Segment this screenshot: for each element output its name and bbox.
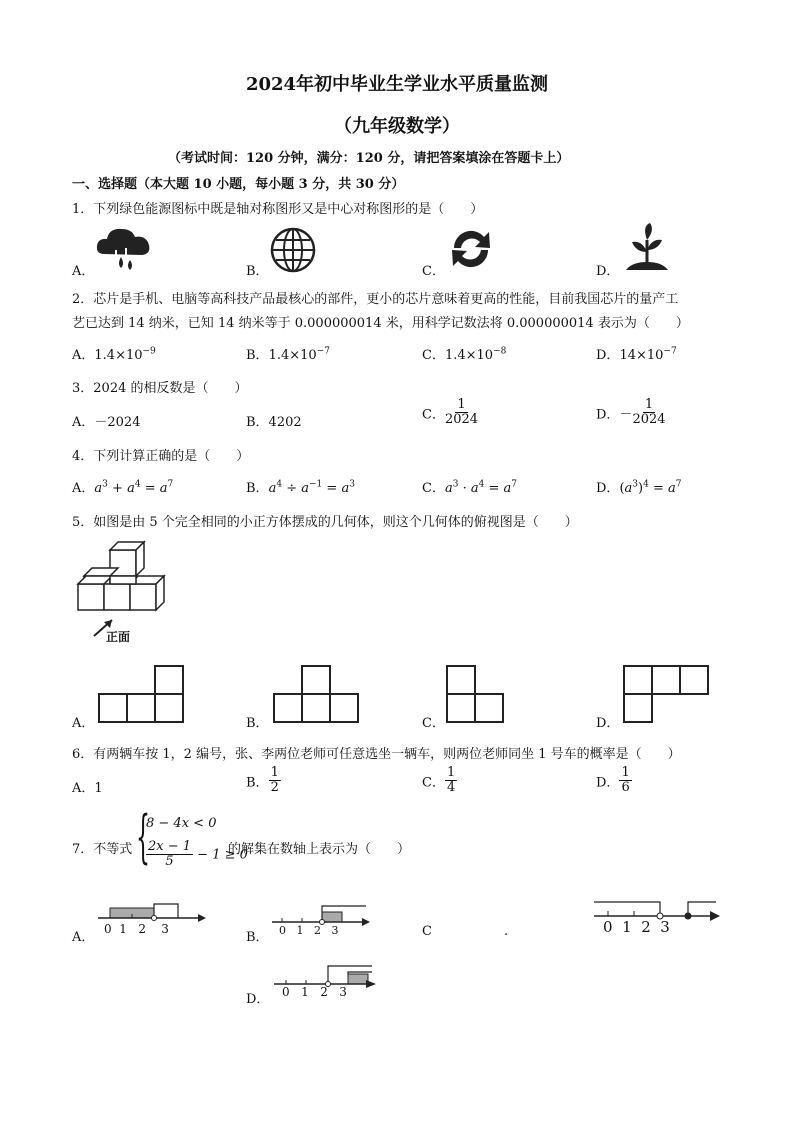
q1-label-a: A． — [72, 264, 95, 279]
exam-instructions: （考试时间：120 分钟，满分：120 分，请把答案填涂在答题卡上） — [168, 151, 570, 166]
q7-label-d: D． — [246, 992, 270, 1007]
q1-label-d: D． — [596, 264, 620, 279]
q5-label-d: D． — [596, 716, 620, 731]
q4-option-b[interactable]: B．$a^4 \div a^{-1} = a^3$ — [246, 479, 355, 496]
q1-label-b: B． — [246, 264, 269, 279]
sprout-icon — [622, 222, 672, 272]
q4-option-c[interactable]: C．$a^3 \cdot a^4 = a^7$ — [422, 479, 518, 496]
q6-stem: 6．有两辆车按 1，2 编号，张、李两位老师可任意选坐一辆车，则两位老师同坐 1 号车的概率是（ ） — [72, 747, 681, 762]
cloud-rain-icon — [94, 224, 154, 274]
q5-label-a: A． — [72, 716, 95, 731]
system-brace: { — [136, 806, 150, 872]
q6-option-d[interactable]: D． $\frac{1}{6}$ — [596, 765, 630, 796]
q7-d-ticks: 0 1 2 3 — [282, 985, 347, 999]
q6-option-c[interactable]: C． $\frac{1}{4}$ — [422, 765, 456, 796]
q7-label-b: B． — [246, 930, 269, 945]
front-view-label: 正面 — [106, 630, 131, 644]
q1-stem: 1．下列绿色能源图标中既是轴对称图形又是中心对称图形的是（ ） — [72, 202, 484, 217]
q5-stem: 5．如图是由 5 个完全相同的小正方体摆成的几何体，则这个几何体的俯视图是（ ） — [72, 515, 578, 530]
q4-stem: 4．下列计算正确的是（ ） — [72, 449, 250, 464]
q2-option-b[interactable]: B．$1.4\times 10^{-7}$ — [246, 346, 330, 363]
q7-inequality-2: $\frac{2x - 1}{5}$ − 1 ≥ 0 — [148, 839, 248, 870]
q7-label-c-dot: . — [504, 924, 509, 939]
q7-a-ticks: 0 1 2 3 — [104, 922, 169, 936]
top-view-option-d[interactable] — [623, 665, 709, 723]
q7-suffix: 的解集在数轴上表示为（ ） — [228, 842, 411, 857]
q1-label-c: C． — [422, 264, 445, 279]
top-view-option-c[interactable] — [446, 665, 504, 723]
q3-option-a[interactable]: A．－2024 — [72, 415, 141, 430]
top-view-option-a[interactable] — [98, 665, 184, 723]
top-view-option-b[interactable] — [273, 665, 359, 723]
q2-option-a[interactable]: A．$1.4\times 10^{-9}$ — [72, 346, 156, 363]
q3-stem: 3．2024 的相反数是（ ） — [72, 381, 248, 396]
q7-c-ticks: 0 1 2 3 — [603, 918, 670, 936]
q7-prefix: 7．不等式 — [72, 842, 133, 857]
section-heading: 一、选择题（本大题 10 小题，每小题 3 分，共 30 分） — [72, 177, 405, 192]
q7-label-a: A． — [72, 930, 95, 945]
q3-option-d[interactable]: D．－ $\frac{1}{2024}$ — [596, 397, 666, 428]
q4-option-d[interactable]: D．$(a^3)^4 = a^7$ — [596, 479, 682, 496]
q7-label-c: C — [422, 924, 432, 939]
q5-label-c: C． — [422, 716, 445, 731]
q2-option-d[interactable]: D．$14\times 10^{-7}$ — [596, 346, 677, 363]
globe-icon — [270, 227, 316, 273]
page-title: 2024年初中毕业生学业水平质量监测 — [245, 74, 549, 95]
q7-b-ticks: 0 1 2 3 — [279, 924, 339, 937]
q3-option-c[interactable]: C． $\frac{1}{2024}$ — [422, 397, 479, 428]
q2-stem-line1: 2．芯片是手机、电脑等高科技产品最核心的部件，更小的芯片意味着更高的性能，目前我国芯片的量产工 — [72, 292, 679, 307]
q5-label-b: B． — [246, 716, 269, 731]
page-subtitle: （九年级数学） — [334, 116, 460, 137]
recycle-arrows-icon — [446, 224, 496, 274]
q2-stem-line2: 艺已达到 14 纳米，已知 14 纳米等于 0.000000014 米，用科学记数法将 0.000000014 表示为（ ） — [72, 316, 689, 331]
q6-option-a[interactable]: A．1 — [72, 781, 103, 796]
q2-option-c[interactable]: C．$1.4\times 10^{-8}$ — [422, 346, 507, 363]
q7-inequality-1: 8 − 4x < 0 — [146, 816, 217, 831]
q3-option-b[interactable]: B．4202 — [246, 415, 302, 430]
q6-option-b[interactable]: B． $\frac{1}{2}$ — [246, 765, 279, 796]
q4-option-a[interactable]: A．$a^3 + a^4 = a^7$ — [72, 479, 174, 496]
